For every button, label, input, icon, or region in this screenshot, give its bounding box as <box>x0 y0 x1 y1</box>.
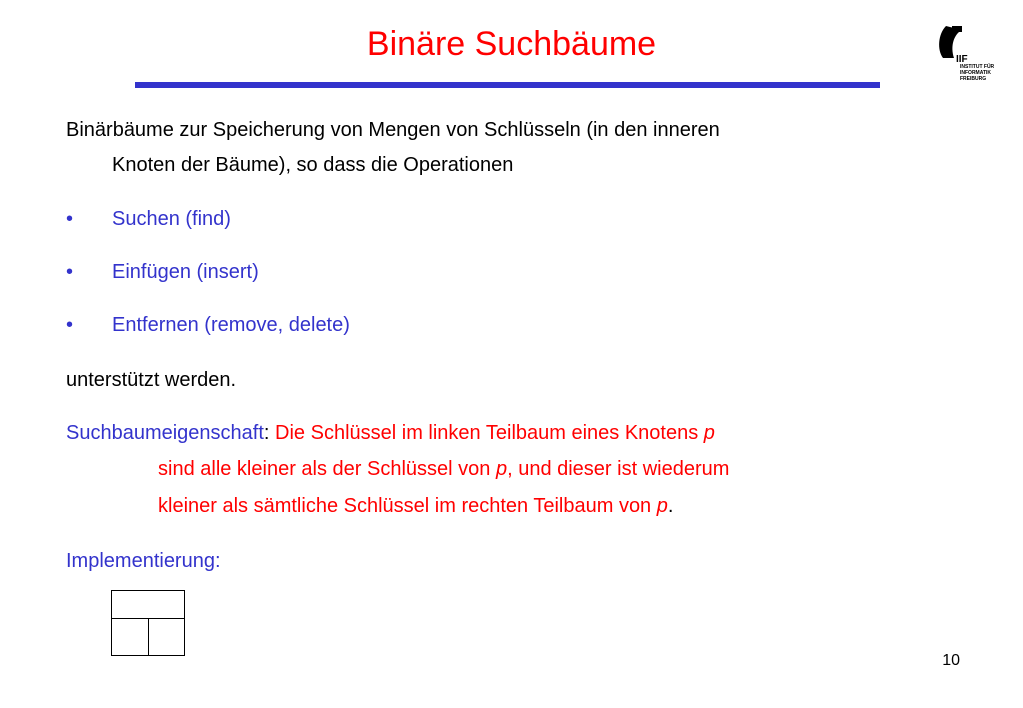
property-var-p: p <box>703 422 715 444</box>
property-label: Suchbaumeigenschaft <box>66 422 264 444</box>
implementation-heading: Implementierung: <box>66 550 221 572</box>
property-text-2: sind alle kleiner als der Schlüssel von <box>158 458 496 480</box>
supported-text: unterstützt werden. <box>66 369 237 391</box>
property-var-p: p <box>656 495 668 517</box>
title-underline <box>135 82 880 88</box>
bullet-item-find: Suchen (find) <box>112 208 231 230</box>
bullet-item-remove: Entfernen (remove, delete) <box>112 314 350 336</box>
property-text-3: kleiner als sämtliche Schlüssel im rechten Teilbaum von <box>158 495 657 517</box>
node-children-divider <box>148 618 149 656</box>
node-structure-diagram <box>111 590 185 656</box>
bullet-marker: • <box>66 261 74 283</box>
property-text-2b: , und dieser ist wiederum <box>507 458 730 480</box>
bullet-item-insert: Einfügen (insert) <box>112 261 259 283</box>
property-line-3 <box>158 492 673 520</box>
bullet-marker: • <box>66 314 74 336</box>
property-colon: : <box>263 422 270 444</box>
property-var-p: p <box>495 458 508 480</box>
logo-line-3: FREIBURG <box>960 76 987 82</box>
logo-mark: IIF <box>956 54 968 65</box>
logo-line-2: INFORMATIK <box>960 70 992 76</box>
property-period: . <box>667 495 674 517</box>
property-line-2 <box>158 455 729 483</box>
property-text-1: Die Schlüssel im linken Teilbaum eines Knotens <box>269 422 704 444</box>
logo-line-1: INSTITUT FÜR <box>960 64 994 70</box>
slide-title: Binäre Suchbäume <box>366 25 657 63</box>
property-line-1 <box>66 419 715 447</box>
intro-line-2: Knoten der Bäume), so dass die Operationen <box>112 154 514 176</box>
bullet-marker: • <box>66 208 74 230</box>
institute-logo <box>934 24 994 84</box>
page-number: 10 <box>942 652 960 669</box>
intro-line-1: Binärbäume zur Speicherung von Mengen von Schlüsseln (in den inneren <box>66 119 720 141</box>
